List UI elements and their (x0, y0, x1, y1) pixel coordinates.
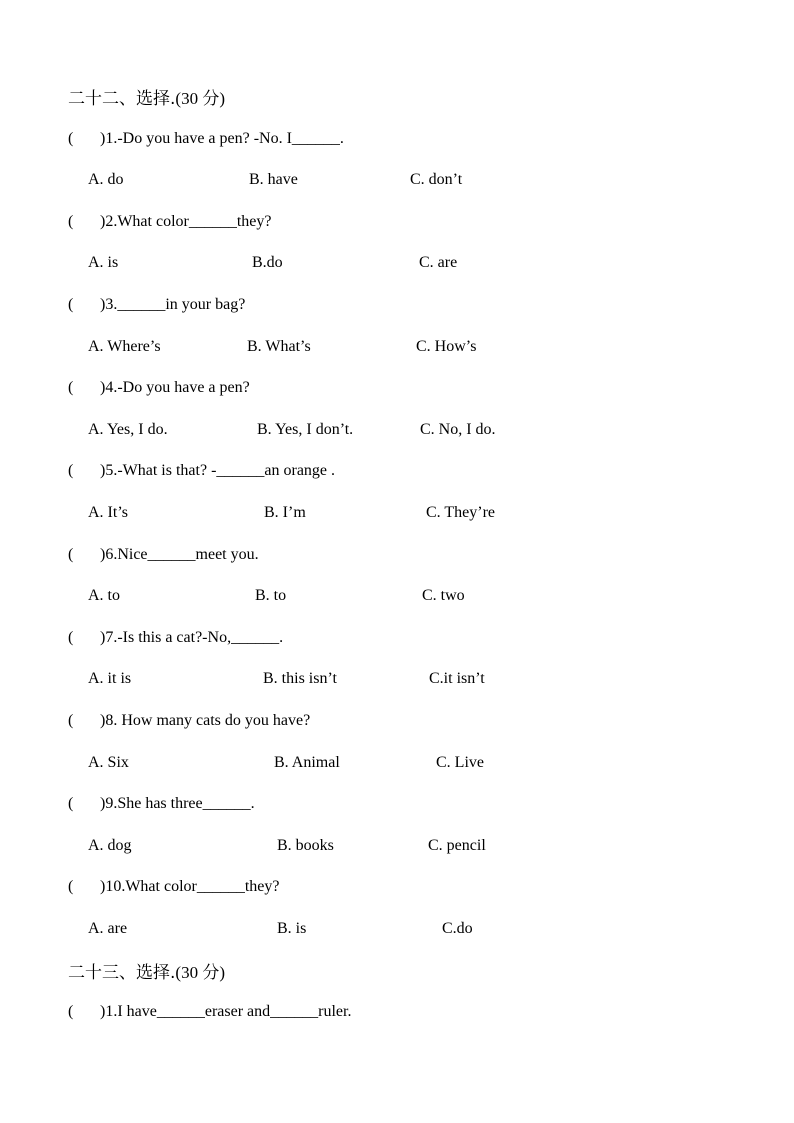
option-b: B. have (249, 171, 298, 188)
option-b: B. to (255, 587, 287, 604)
section-title-text: 二十二、选择. (68, 89, 176, 109)
option-c: C. Live (436, 754, 484, 771)
answer-blank[interactable]: ( (68, 546, 74, 563)
answer-blank[interactable]: ( (68, 213, 74, 230)
question-22-1 (68, 130, 344, 148)
answer-blank[interactable]: ( (68, 296, 74, 313)
question-stem: )1.-Do you have a pen? -No. I______. (100, 130, 344, 147)
question-stem: )9.She has three______. (100, 795, 255, 812)
option-a: A. do (88, 171, 124, 188)
option-c: C. pencil (428, 837, 486, 854)
option-b: B. Yes, I don’t. (257, 421, 354, 438)
answer-blank[interactable]: ( (68, 878, 74, 895)
question-stem: )2.What color______they? (100, 213, 272, 230)
option-b: B.do (252, 254, 283, 271)
option-a: A. It’s (88, 504, 128, 521)
options-22-6 (0, 587, 794, 609)
question-stem: )4.-Do you have a pen? (100, 379, 250, 396)
option-c: C. No, I do. (420, 421, 496, 438)
section-score: (30 分) (175, 89, 225, 108)
option-a: A. Yes, I do. (88, 421, 168, 438)
question-22-10 (68, 878, 280, 896)
option-a: A. Six (88, 754, 129, 771)
section-title-23 (68, 958, 225, 983)
option-a: A. are (88, 920, 128, 937)
question-22-3 (68, 296, 245, 314)
option-a: A. dog (88, 837, 132, 854)
answer-blank[interactable]: ( (68, 795, 74, 812)
section-title-22 (68, 84, 225, 109)
option-a: A. it is (88, 670, 132, 687)
answer-blank[interactable]: ( (68, 712, 74, 729)
option-c: C. How’s (416, 338, 477, 355)
question-22-7 (68, 629, 283, 647)
answer-blank[interactable]: ( (68, 130, 74, 147)
question-22-5 (68, 462, 335, 480)
question-23-1 (68, 1003, 351, 1021)
option-b: B. this isn’t (263, 670, 337, 687)
options-22-8 (0, 754, 794, 776)
question-stem: )7.-Is this a cat?-No,______. (100, 629, 284, 646)
options-22-4 (0, 421, 794, 443)
question-stem: )1.I have______eraser and______ruler. (100, 1003, 352, 1020)
options-22-5 (0, 504, 794, 526)
option-c: C. are (419, 254, 458, 271)
option-b: B. I’m (264, 504, 306, 521)
option-b: B. books (277, 837, 334, 854)
answer-blank[interactable]: ( (68, 629, 74, 646)
question-22-6 (68, 546, 259, 564)
option-c: C. They’re (426, 504, 496, 521)
question-stem: )3.______in your bag? (100, 296, 246, 313)
question-stem: )8. How many cats do you have? (100, 712, 311, 729)
option-b: B. What’s (247, 338, 311, 355)
option-a: A. Where’s (88, 338, 161, 355)
section-title-text: 二十三、选择. (68, 963, 176, 983)
options-22-1 (0, 171, 794, 193)
section-score: (30 分) (175, 963, 225, 982)
question-22-9 (68, 795, 255, 813)
option-c: C. don’t (410, 171, 463, 188)
options-22-3 (0, 338, 794, 360)
answer-blank[interactable]: ( (68, 1003, 74, 1020)
question-22-8 (68, 712, 310, 730)
question-22-4 (68, 379, 250, 397)
question-stem: )6.Nice______meet you. (100, 546, 259, 563)
option-a: A. to (88, 587, 120, 604)
question-stem: )10.What color______they? (100, 878, 280, 895)
options-22-10 (0, 920, 794, 942)
options-22-7 (0, 670, 794, 692)
option-b: B. is (277, 920, 307, 937)
option-b: B. Animal (274, 754, 340, 771)
option-c: C. two (422, 587, 465, 604)
question-22-2 (68, 213, 272, 231)
option-a: A. is (88, 254, 119, 271)
options-22-2 (0, 254, 794, 276)
option-c: C.do (442, 920, 473, 937)
question-stem: )5.-What is that? -______an orange . (100, 462, 336, 479)
answer-blank[interactable]: ( (68, 379, 74, 396)
option-c: C.it isn’t (429, 670, 485, 687)
answer-blank[interactable]: ( (68, 462, 74, 479)
options-22-9 (0, 837, 794, 859)
